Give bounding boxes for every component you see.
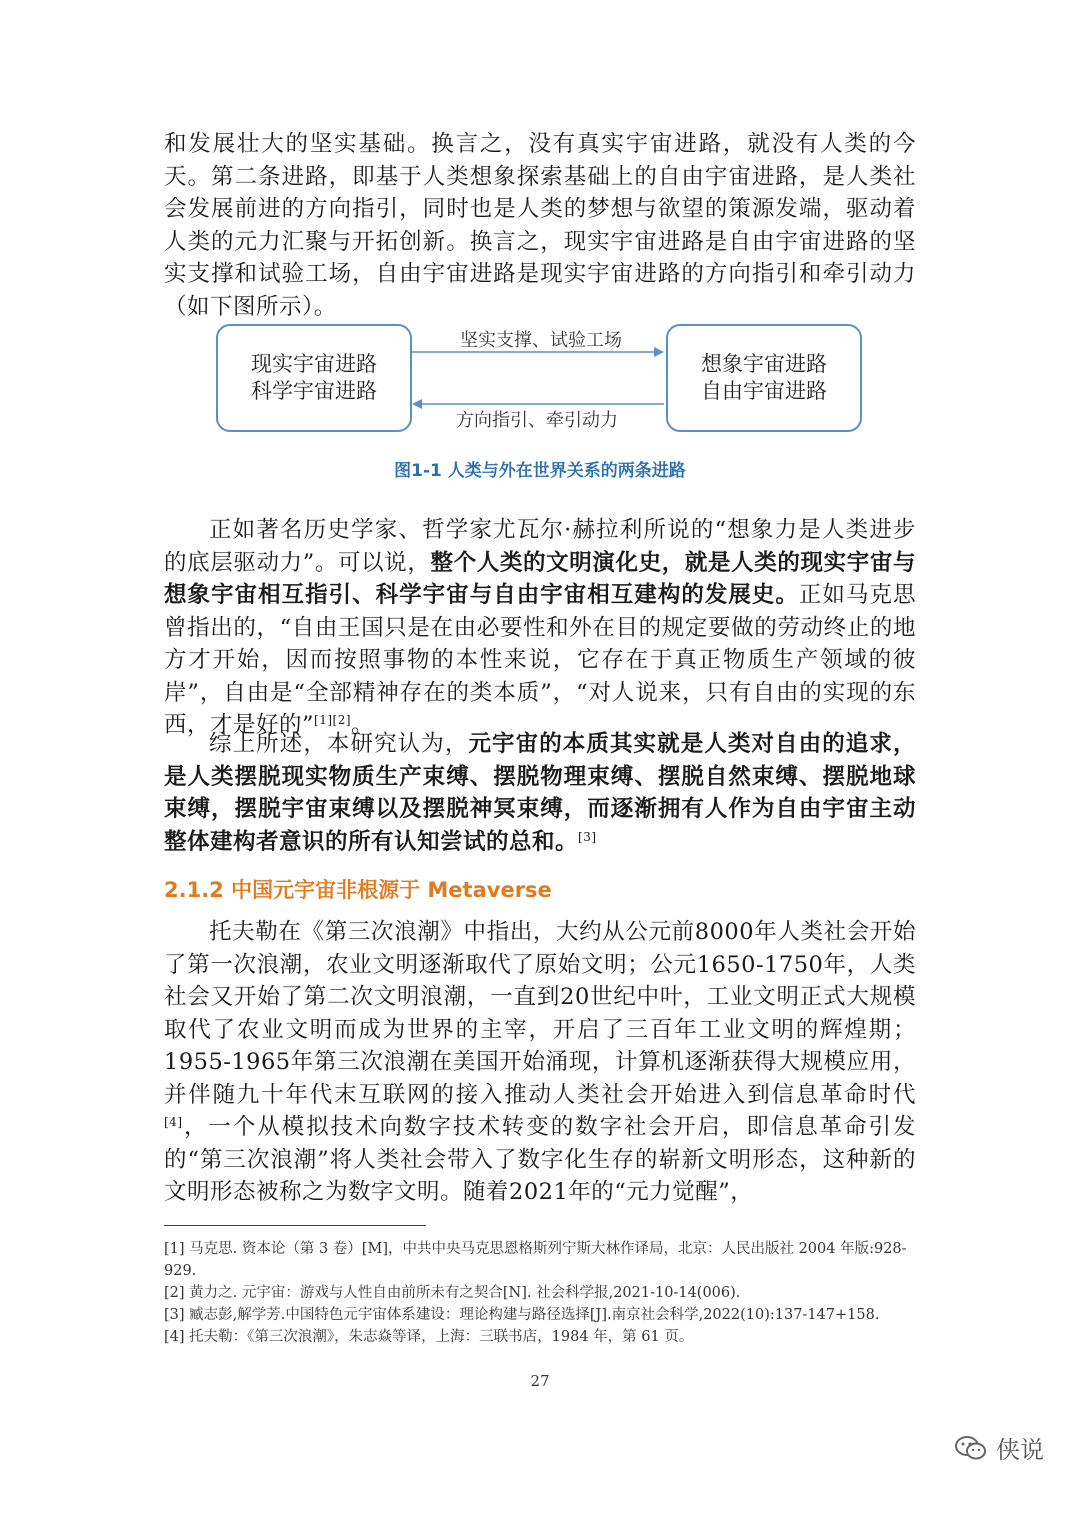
watermark-text: 侠说 <box>996 1436 1044 1464</box>
figure-caption: 图1-1 人类与外在世界关系的两条进路 <box>394 461 686 481</box>
p2-text-a: 正如著名历史学家、哲学家尤瓦尔·赫拉利所说的“想象力是人类进步的底层驱动力”。可以说， <box>164 517 916 576</box>
p4-text-a: 托夫勒在《第三次浪潮》中指出，大约从公元前8000年人类社会开始了第一次浪潮，农业文明逐渐取代了原始文明；公元1650-1750年，人类社会又开始了第二次文明浪潮，一直到20世纪中叶，工业文明正式大规模取代了农业文明而成为世界的主宰，开启了三百年工业文明的辉煌期；1955-1965年第三次浪潮在美国开始涌现，计算机逐渐获得大规模应用，并伴随九十年代末互联网的接入推动人类社会开始进入到信息革命时代 <box>164 919 916 1108</box>
p2-bold: 整个人类的文明演化史，就是人类的现实宇宙与想象宇宙相互指引、科学宇宙与自由宇宙相互建构的发展史。 <box>164 549 916 608</box>
two-paths-diagram <box>216 324 862 432</box>
p3-reference: [3] <box>578 829 597 844</box>
footnote-divider <box>164 1225 426 1226</box>
p3-bold: 元宇宙的本质其实就是人类对自由的追求，是人类摆脱现实物质生产束缚、摆脱物理束缚、摆脱自然束缚、摆脱地球束缚，摆脱宇宙束缚以及摆脱神冥束缚，而逐渐拥有人作为自由宇宙主动整体建构者意识的所有认知尝试的总和。 <box>164 731 916 855</box>
box-left-line-2: 科学宇宙进路 <box>251 379 377 403</box>
footnote-3: [3] 臧志彭,解学芳.中国特色元宇宙体系建设：理论构建与路径选择[J].南京社会科学,2022(10):137-147+158. <box>164 1307 880 1323</box>
box-left-line-1: 现实宇宙进路 <box>251 352 377 376</box>
p4-text-b: ，一个从模拟技术向数字技术转变的数字社会开启，即信息革命引发的“第三次浪潮”将人类社会带入了数字化生存的崭新文明形态，这种新的文明形态被称之为数字文明。随着2021年的“元力觉醒”， <box>164 1114 916 1205</box>
paragraph-conclusion <box>164 728 916 858</box>
footnote-4: [4] 托夫勒：《第三次浪潮》，朱志焱等译，上海：三联书店，1984 年，第 61 页。 <box>164 1329 694 1345</box>
paragraph-imagination <box>164 514 916 742</box>
p2-text-end: 。 <box>351 712 375 738</box>
wechat-icon <box>954 1434 988 1462</box>
p2-text-c: 正如马克思曾指出的，“自由王国只是在由必要性和外在目的规定要做的劳动终止的地方才开始，因而按照事物的本性来说，它存在于真正物质生产领域的彼岸”，自由是“全部精神存在的类本质”，“对人说来，只有自由的实现的东西，才是好的” <box>164 582 916 738</box>
box-right-line-2: 自由宇宙进路 <box>701 379 827 403</box>
top-arrow-label: 坚实支撑、试验工场 <box>460 330 622 351</box>
paragraph-third-wave <box>164 916 916 1209</box>
paragraph-intro: 和发展壮大的坚实基础。换言之，没有真实宇宙进路，就没有人类的今天。第二条进路，即基于人类想象探索基础上的自由宇宙进路，是人类社会发展前进的方向指引，同时也是人类的梦想与欲望的策源发端，驱动着人类的元力汇聚与开拓创新。换言之，现实宇宙进路是自由宇宙进路的坚实支撑和试验工场，自由宇宙进路是现实宇宙进路的方向指引和牵引动力（如下图所示）。 <box>164 131 916 320</box>
footnote-1: [1] 马克思. 资本论（第 3 卷）[M]，中共中央马克思恩格斯列宁斯大林作译局，北京：人民出版社 2004 年版:928-929. <box>164 1241 907 1279</box>
bottom-arrow-label: 方向指引、牵引动力 <box>456 410 618 431</box>
page-number: 27 <box>530 1372 550 1390</box>
p3-text-a: 综上所述，本研究认为， <box>209 731 469 757</box>
p2-reference: [1][2] <box>314 713 352 727</box>
footnotes <box>164 1238 916 1348</box>
footnote-2: [2] 黄力之. 元宇宙：游戏与人性自由前所未有之契合[N]. 社会科学报,2021-10-14(006). <box>164 1285 741 1301</box>
left-arrow-head <box>412 399 422 409</box>
right-arrow-head <box>654 347 664 357</box>
section-heading: 2.1.2 中国元宇宙非根源于 Metaverse <box>164 878 552 902</box>
box-right-line-1: 想象宇宙进路 <box>701 352 827 376</box>
p4-reference: [4] <box>164 1115 183 1129</box>
wechat-watermark <box>954 1430 1044 1465</box>
